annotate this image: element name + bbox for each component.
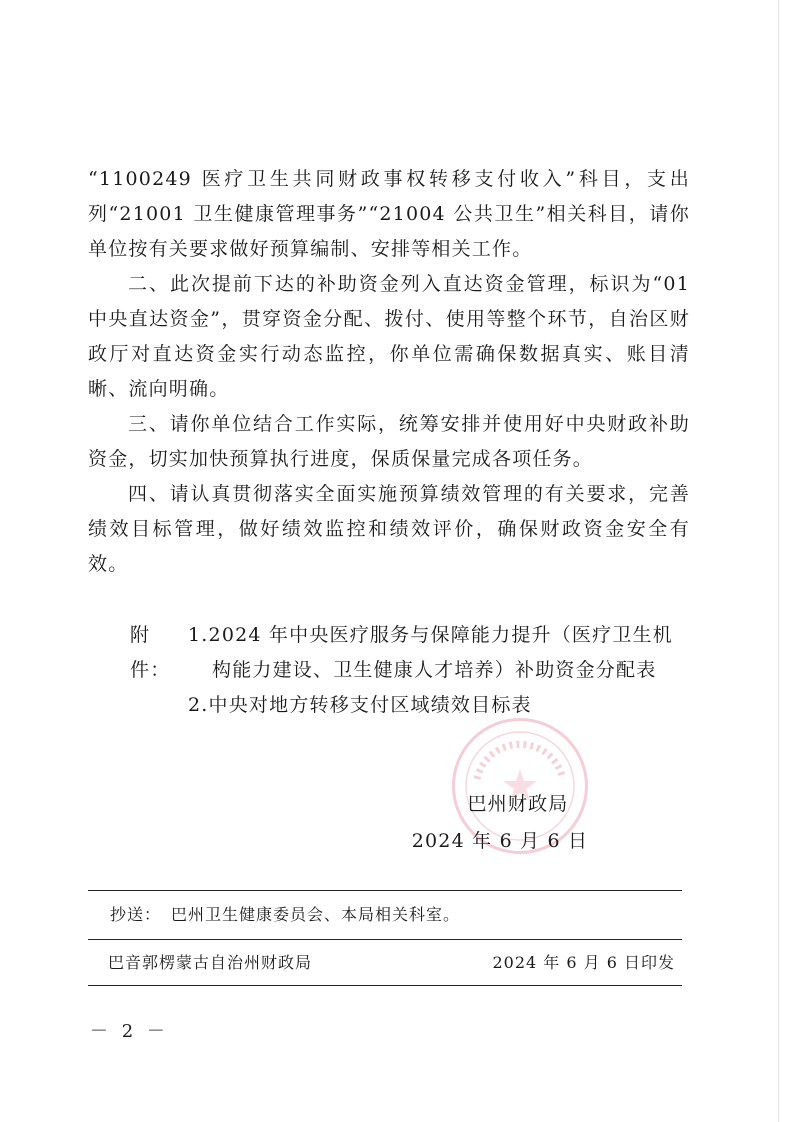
attachments-section [130, 618, 690, 723]
document-body [88, 162, 690, 582]
paragraph-4: 四、请认真贯彻落实全面实施预算绩效管理的有关要求，完善绩效目标管理，做好绩效监控和绩效评价，确保财政资金安全有效。 [88, 483, 690, 575]
attachment-item-1: 1.2024 年中央医疗服务与保障能力提升（医疗卫生机构能力建设、卫生健康人才培养）补助资金分配表 [188, 624, 673, 681]
cc-recipients: 巴州卫生健康委员会、本局相关科室。 [171, 905, 461, 924]
divider-middle [88, 939, 682, 940]
attachment-item-2: 2.中央对地方转移支付区域绩效目标表 [188, 694, 532, 716]
cc-label: 抄送： [110, 905, 162, 924]
signature-date: 2024 年 6 月 6 日 [411, 830, 589, 852]
page-number: － 2 － [90, 1021, 169, 1042]
footer-issuer: 巴音郭楞蒙古自治州财政局 [108, 953, 313, 972]
paragraph-2: 二、此次提前下达的补助资金列入直达资金管理，标识为“01 中央直达资金”，贯穿资金分配、拨付、使用等整个环节，自治区财政厅对直达资金实行动态监控，你单位需确保数据真实、账目清晰、流向明确。 [88, 273, 690, 400]
divider-bottom [88, 985, 682, 986]
page-edge-line [778, 0, 779, 1122]
paragraph-3: 三、请你单位结合工作实际，统筹安排并使用好中央财政补助资金，切实加快预算执行进度，保质保量完成各项任务。 [88, 413, 690, 470]
attachments-list [188, 618, 690, 723]
paragraph-continuation: “1100249 医疗卫生共同财政事权转移支付收入”科目，支出列“21001 卫生健康管理事务”“21004 公共卫生”相关科目，请你单位按有关要求做好预算编制、安排等相关工作。 [88, 168, 690, 260]
footer-print-date: 2024 年 6 月 6 日印发 [492, 953, 675, 972]
cc-line [110, 903, 460, 927]
signature-org: 巴州财政局 [467, 793, 569, 815]
signature-block [400, 786, 600, 860]
attachments-label: 附件： [130, 624, 171, 681]
divider-top [88, 890, 682, 891]
